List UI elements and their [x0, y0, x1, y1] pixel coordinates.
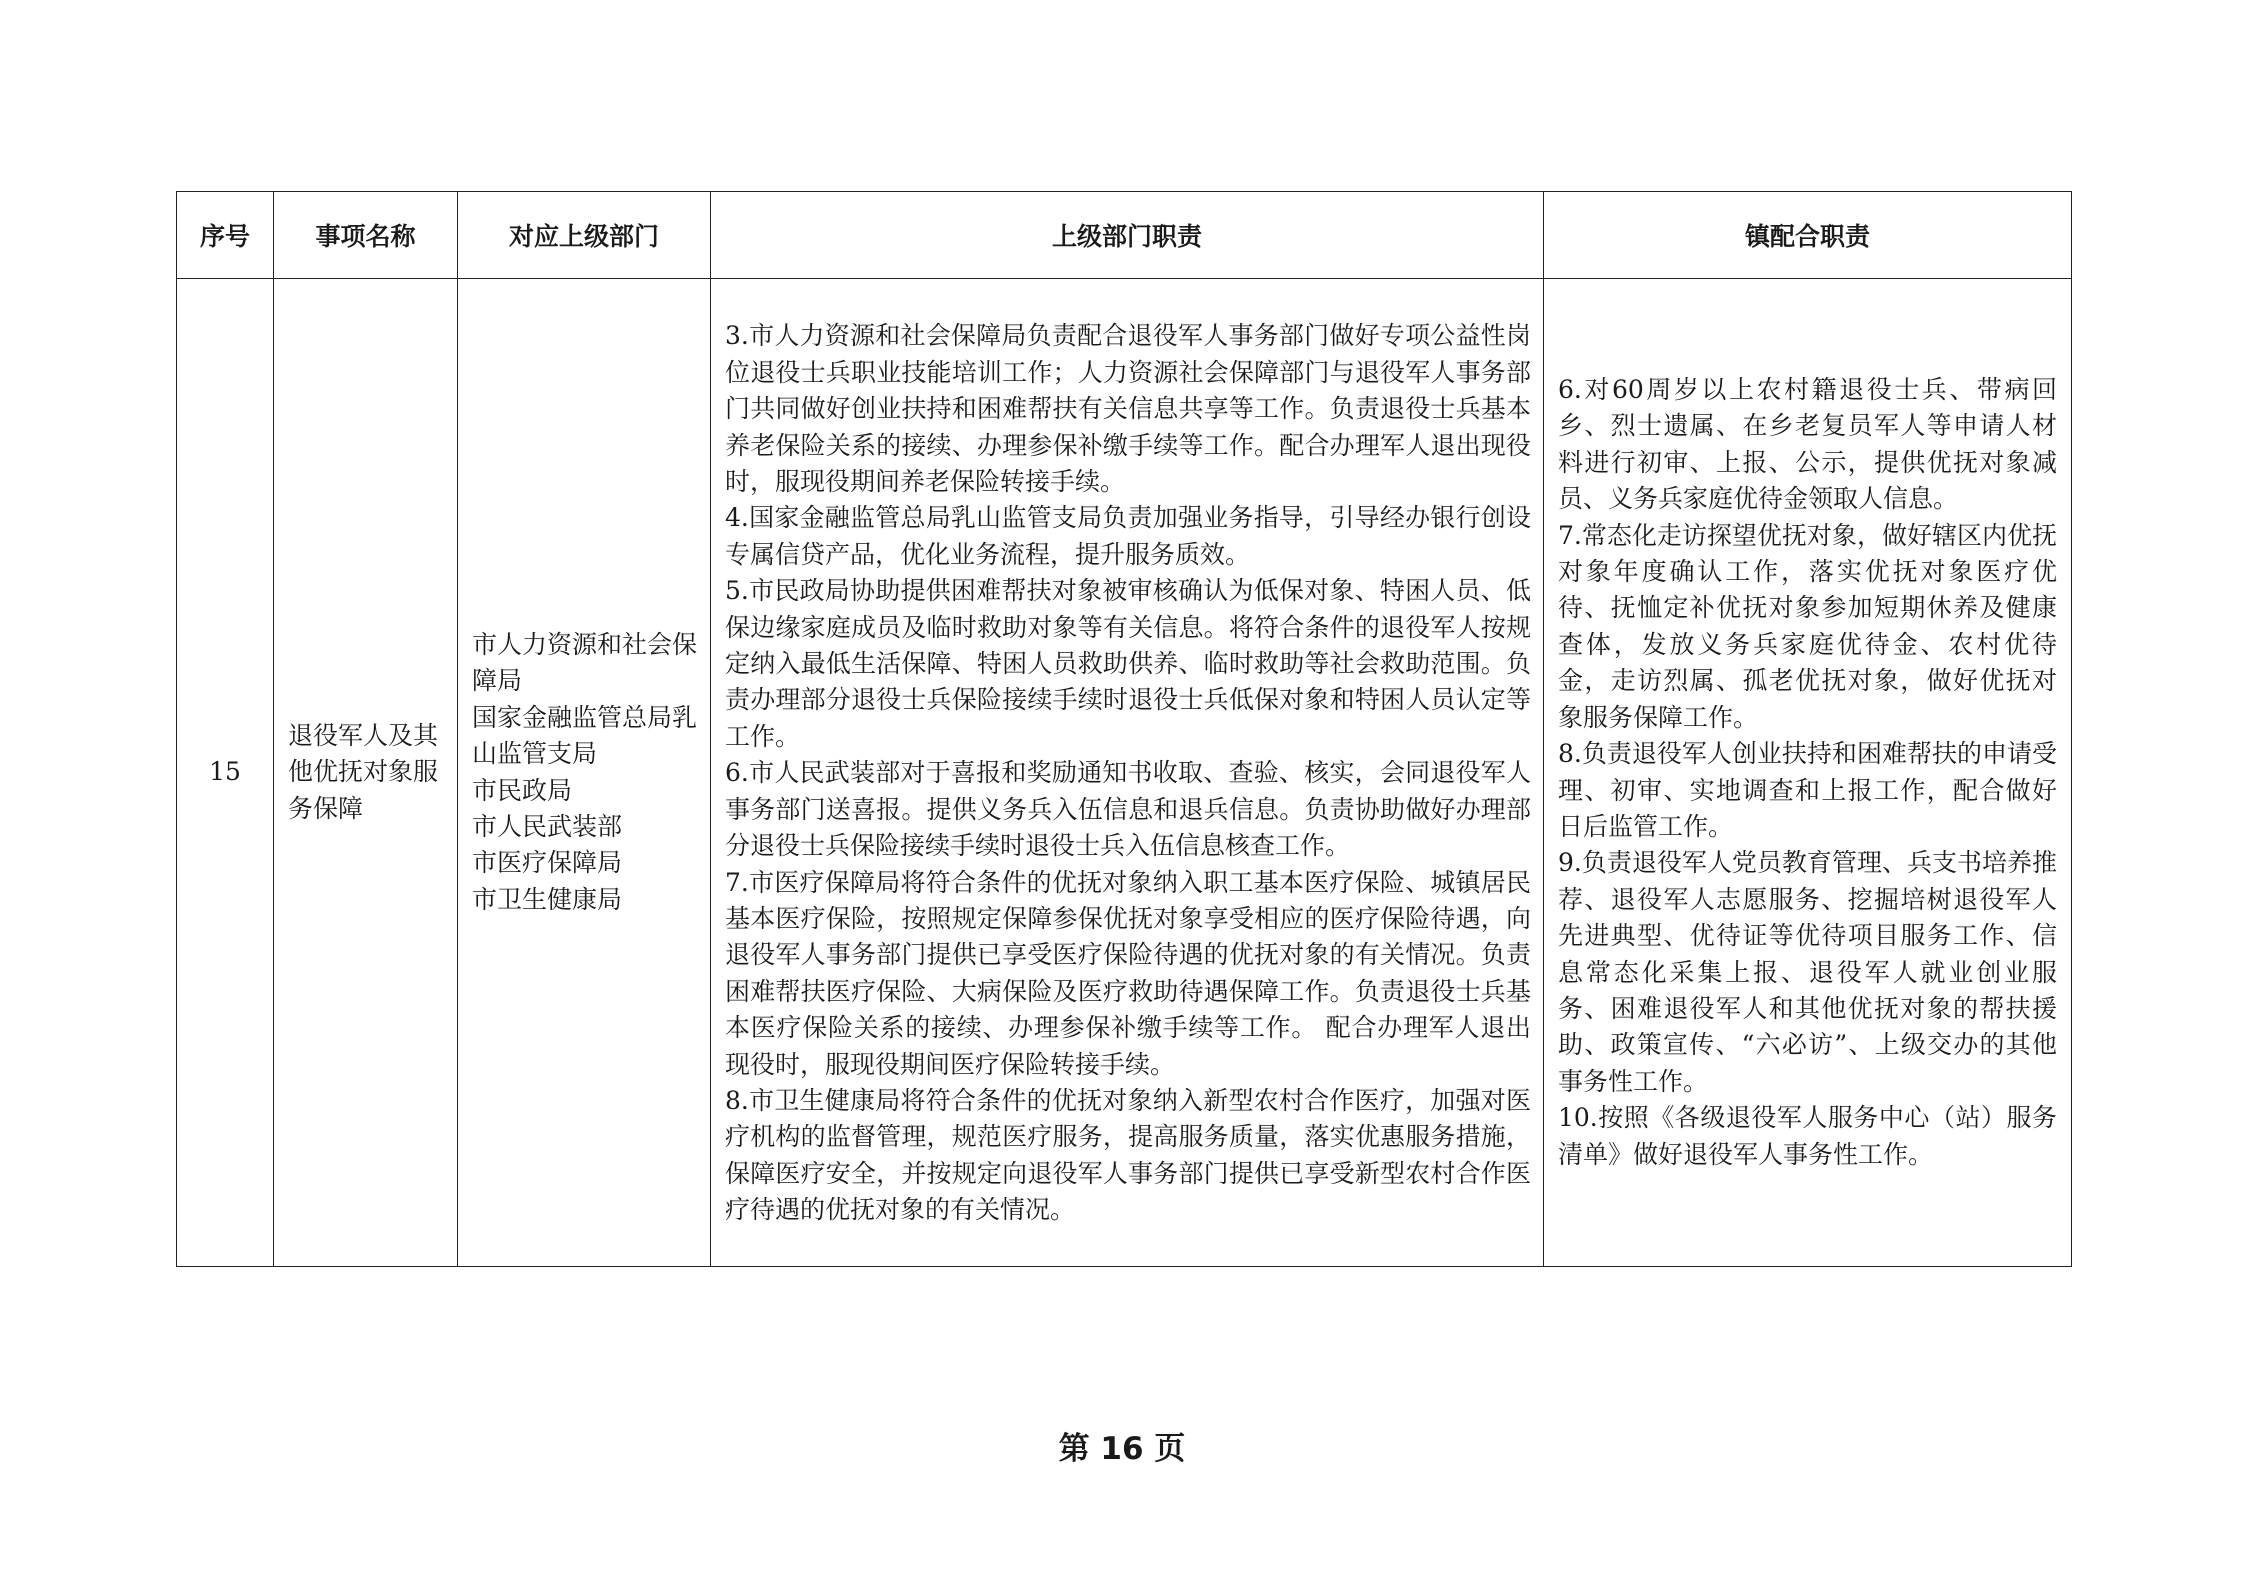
department-name: 国家金融监管总局乳山监管支局 — [472, 702, 698, 769]
superior-duty-item: 7.市医疗保障局将符合条件的优抚对象纳入职工基本医疗保险、城镇居民基本医疗保险，按照规定保障参保优抚对象享受相应的医疗保险待遇，向退役军人事务部门提供已享受医疗保险待遇的优抚对象的有关情况。负责困难帮扶医疗保险、大病保险及医疗救助待遇保障工作。负责退役士兵基本医疗保险关系的接续、办理参保补缴手续等工作。 配合办理军人退出现役时，服现役期间医疗保险转接手续。 — [725, 867, 1531, 1079]
page-number: 第 16 页 — [1058, 1431, 1186, 1467]
table-header-row — [177, 192, 2072, 279]
town-duty-item: 6.对60周岁以上农村籍退役士兵、带病回乡、烈士遗属、在乡老复员军人等申请人材料进行初审、上报、公示，提供优抚对象减员、义务兵家庭优待金领取人信息。 — [1558, 375, 2057, 514]
cell-item-name: 退役军人及其他优抚对象服务保障 — [274, 279, 458, 1267]
header-town-duties: 镇配合职责 — [1544, 192, 2072, 279]
superior-duty-item: 3.市人力资源和社会保障局负责配合退役军人事务部门做好专项公益性岗位退役士兵职业技能培训工作；人力资源社会保障部门与退役军人事务部门共同做好创业扶持和困难帮扶有关信息共享等工作。负责退役士兵基本养老保险关系的接续、办理参保补缴手续等工作。配合办理军人退出现役时，服现役期间养老保险转接手续。 — [725, 321, 1531, 497]
responsibility-table — [176, 191, 2072, 1267]
town-duty-item: 7.常态化走访探望优抚对象，做好辖区内优抚对象年度确认工作，落实优抚对象医疗优待、抚恤定补优抚对象参加短期休养及健康查体，发放义务兵家庭优待金、农村优待金，走访烈属、孤老优抚对象，做好优抚对象服务保障工作。 — [1558, 520, 2057, 732]
superior-duty-item: 4.国家金融监管总局乳山监管支局负责加强业务指导，引导经办银行创设专属信贷产品，优化业务流程，提升服务质效。 — [725, 503, 1531, 569]
superior-duty-item: 8.市卫生健康局将符合条件的优抚对象纳入新型农村合作医疗，加强对医疗机构的监督管理，规范医疗服务，提高服务质量，落实优惠服务措施，保障医疗安全，并按规定向退役军人事务部门提供已享受新型农村合作医疗待遇的优抚对象的有关情况。 — [725, 1085, 1531, 1225]
table-row — [177, 279, 2072, 1267]
department-name: 市人民武装部 — [472, 811, 623, 841]
cell-serial-number: 15 — [177, 279, 274, 1267]
department-name: 市医疗保障局 — [472, 848, 623, 878]
header-superior-duties: 上级部门职责 — [711, 192, 1544, 279]
header-superior-department: 对应上级部门 — [458, 192, 711, 279]
header-item-name: 事项名称 — [274, 192, 458, 279]
superior-duty-item: 5.市民政局协助提供困难帮扶对象被审核确认为低保对象、特困人员、低保边缘家庭成员及临时救助对象等有关信息。将符合条件的退役军人按规定纳入最低生活保障、特困人员救助供养、临时救助等社会救助范围。负责办理部分退役士兵保险接续手续时退役士兵低保对象和特困人员认定等工作。 — [725, 576, 1531, 751]
cell-departments — [458, 279, 711, 1267]
header-serial-number: 序号 — [177, 192, 274, 279]
town-duty-item: 9.负责退役军人党员教育管理、兵支书培养推荐、退役军人志愿服务、挖掘培树退役军人先进典型、优待证等优待项目服务工作、信息常态化采集上报、退役军人就业创业服务、困难退役军人和其他优抚对象的帮扶援助、政策宣传、“六必访”、上级交办的其他事务性工作。 — [1558, 848, 2057, 1096]
town-duty-item: 8.负责退役军人创业扶持和困难帮扶的申请受理、初审、实地调查和上报工作，配合做好日后监管工作。 — [1558, 739, 2057, 841]
cell-superior-duties — [711, 279, 1544, 1267]
department-name: 市民政局 — [472, 775, 573, 805]
department-name: 市人力资源和社会保障局 — [472, 629, 698, 696]
superior-duty-item: 6.市人民武装部对于喜报和奖励通知书收取、查验、核实，会同退役军人事务部门送喜报。提供义务兵入伍信息和退兵信息。负责协助做好办理部分退役士兵保险接续手续时退役士兵入伍信息核查工作。 — [725, 758, 1531, 861]
department-name: 市卫生健康局 — [472, 884, 623, 914]
cell-town-duties — [1544, 279, 2072, 1267]
town-duty-item: 10.按照《各级退役军人服务中心（站）服务清单》做好退役军人事务性工作。 — [1558, 1103, 2057, 1169]
